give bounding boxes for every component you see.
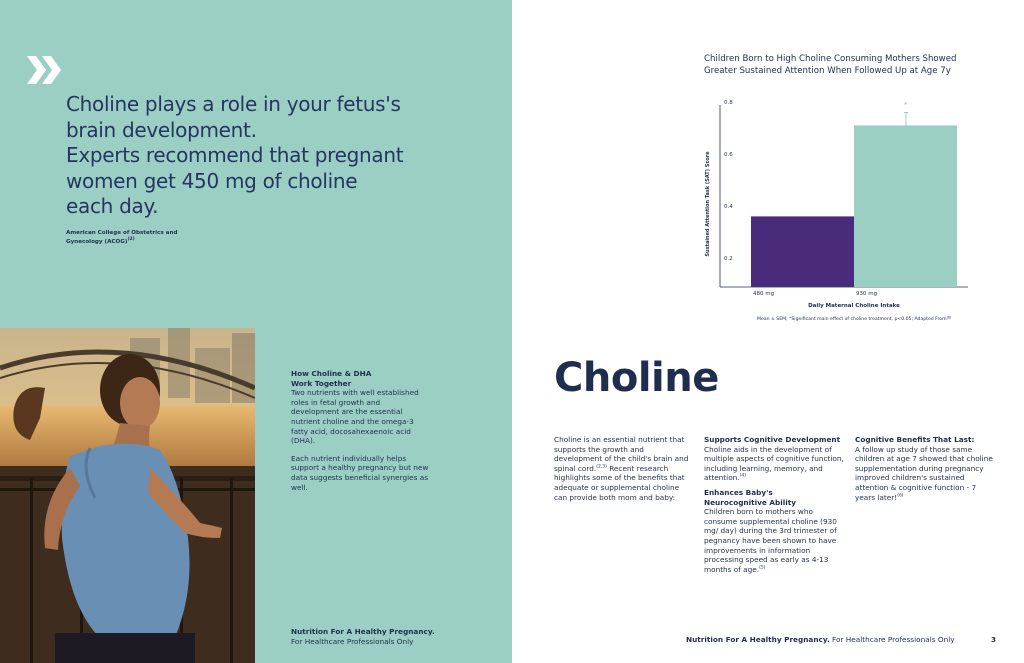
subheading-line-2: Neurocognitive Ability bbox=[704, 497, 796, 507]
ref: (6) bbox=[897, 493, 904, 499]
page-number: 3 bbox=[991, 635, 997, 644]
intro-column bbox=[554, 435, 694, 507]
right-footer bbox=[686, 635, 955, 644]
y-tick-label: 0.6 bbox=[724, 152, 733, 158]
subheading-line-1: Enhances Baby's bbox=[704, 487, 773, 497]
pull-quote bbox=[66, 92, 446, 220]
citation-ref: (2) bbox=[127, 236, 135, 242]
significance-marker: * bbox=[904, 101, 907, 109]
y-axis-label: Sustained Attention Task (SAT) Score bbox=[705, 151, 711, 257]
ref: (5) bbox=[759, 565, 766, 571]
paragraph: Two nutrients with well established roles in fetal growth and development are the essential nutrient choline and the omega-3 fatty acid, docosahexaenoic acid (DHA). bbox=[291, 388, 419, 446]
subheading bbox=[704, 488, 844, 507]
subheading: Cognitive Benefits That Last: bbox=[855, 435, 975, 444]
footer-note: For Healthcare Professionals Only bbox=[291, 637, 414, 646]
lasting-benefits-column bbox=[855, 435, 995, 507]
subheading: Supports Cognitive Development bbox=[704, 435, 841, 444]
quote-citation bbox=[66, 229, 206, 246]
footer-title: Nutrition For A Healthy Pregnancy. bbox=[291, 627, 435, 636]
y-tick-label: 0.8 bbox=[724, 100, 733, 106]
footer-title: Nutrition For A Healthy Pregnancy. bbox=[686, 635, 830, 644]
heading-line-2: Work Together bbox=[291, 378, 352, 388]
citation-text: American College of Obstetrics and Gynecology (ACOG) bbox=[66, 230, 178, 245]
bar bbox=[751, 216, 854, 287]
pregnant-runner-photo bbox=[0, 328, 255, 663]
paragraph-text: Children born to mothers who consume supplemental choline (930 mg/ day) during the 3rd trimester of pegnancy have been shown to have improvements in information processing speed as early as 4-13 months of age. bbox=[704, 507, 837, 574]
benefits-column bbox=[704, 435, 844, 579]
y-tick-label: 0.4 bbox=[724, 204, 733, 210]
footer-note: For Healthcare Professionals Only bbox=[829, 635, 955, 644]
section-title: Choline bbox=[554, 355, 719, 401]
double-chevron-right-icon bbox=[27, 54, 65, 86]
bar-chart bbox=[700, 95, 990, 330]
paragraph bbox=[855, 445, 995, 503]
chart-footnote: Mean ± SEM; *Significant main effect of choline treatment, p<0.05; Adapted From$^{(6)}$ bbox=[757, 315, 952, 322]
intro-paragraph bbox=[554, 435, 694, 502]
ref: (4) bbox=[739, 473, 746, 479]
bar bbox=[854, 125, 957, 287]
choline-dha-section bbox=[291, 369, 429, 500]
paragraph-text: Choline aids in the development of multiple aspects of cognitive function, including learning, memory, and attention. bbox=[704, 444, 844, 483]
quote-line: brain development. bbox=[66, 117, 257, 142]
quote-line: Experts recommend that pregnant bbox=[66, 143, 404, 167]
quote-line: each day. bbox=[66, 194, 159, 218]
quote-line: women get 450 mg of choline bbox=[66, 168, 358, 193]
intro-text-2: Recent research highlights some of the benefits that adequate or supplemental choline can provide both mom and baby: bbox=[554, 463, 685, 502]
paragraph bbox=[704, 507, 844, 574]
paragraph bbox=[704, 445, 844, 483]
heading-line-1: How Choline & DHA bbox=[291, 369, 372, 378]
quote-line: Choline plays a role in your fetus's bbox=[66, 92, 401, 116]
chart-title: Children Born to High Choline Consuming Mothers Showed Greater Sustained Attention When Followed Up at Age 7y bbox=[704, 54, 957, 76]
footnote-ref: (6) bbox=[946, 315, 952, 320]
paragraph: Each nutrient individually helps support a healthy pregnancy but new data suggests beneficial synergies as well. bbox=[291, 453, 429, 492]
section-heading bbox=[291, 369, 429, 388]
paragraph-text: A follow up study of those same children at age 7 showed that choline supplementation during pregnancy improved children's sustained attention & cognitive function - 7 years later! bbox=[855, 444, 993, 502]
x-tick-label: 930 mg bbox=[856, 291, 878, 297]
intro-text: Choline is an essential nutrient that supports the growth and development of the child's brain and spinal cord. bbox=[554, 435, 689, 473]
ref: (2,3) bbox=[596, 464, 607, 470]
x-axis-label: Daily Maternal Choline Intake bbox=[808, 303, 900, 309]
y-tick-label: 0.2 bbox=[724, 256, 733, 262]
left-footer bbox=[291, 627, 435, 647]
x-tick-label: 480 mg bbox=[753, 291, 775, 297]
